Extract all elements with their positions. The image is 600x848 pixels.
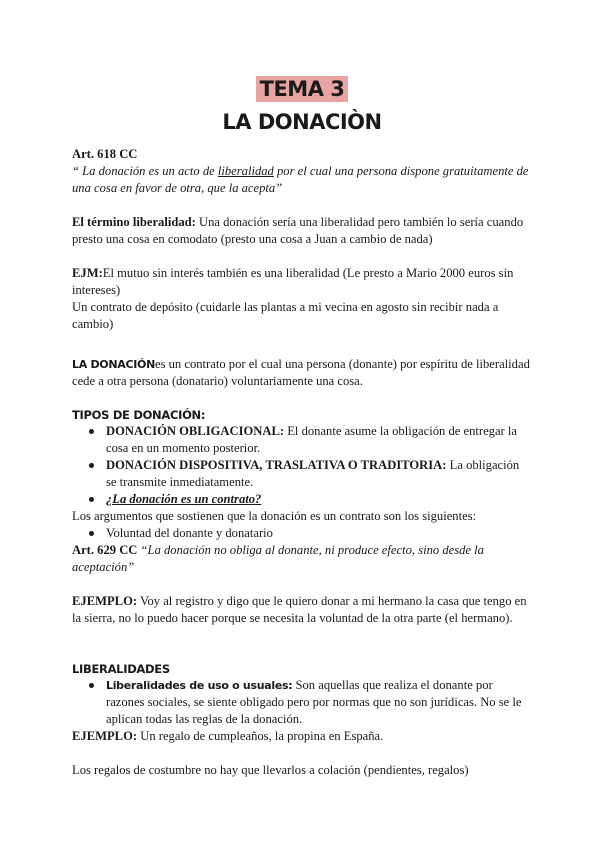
donacion-label: LA DONACIÓN [72,358,155,371]
art618-quote-term: liberalidad [217,164,274,178]
art618-quote-end: por el cual una persona dispone gratuitamente de una cosa en favor de otra, que la acepta” [72,164,529,195]
liberalidad-text: Son aquellas que realiza el donante por razones sociales, se siente obligado pero por normas que no son jurídicas. No se le aplican todas las reglas de la donación. [106,678,522,726]
ejm-paragraph [72,265,532,299]
argumentos-list [72,525,532,542]
art629-quote: “La donación no obliga al donante, ni produce efecto, sino desde la aceptación” [72,543,484,574]
tipo-label: DONACIÓN OBLIGACIONAL: [106,424,285,438]
tipos-question: ¿La donación es un contrato? [106,492,262,506]
tipos-heading: TIPOS DE DONACIÓN: [72,408,206,422]
art618-ref: Art. 618 CC [72,147,138,161]
document-page [72,0,532,779]
ejm-label: EJM: [72,266,103,280]
list-item [106,423,532,457]
tipo-text: El donante asume la obligación de entregar la cosa en un momento posterior. [106,424,517,455]
art629-paragraph [72,542,532,576]
subtitle: LA DONACIÒN [222,110,382,134]
termino-label: El término liberalidad: [72,215,196,229]
liberalidades-heading: LIBERALIDADES [72,662,170,676]
title-block [72,76,532,136]
ejemplo2-text: Un regalo de cumpleaños, la propina en España. [137,729,384,743]
donacion-text: es un contrato por el cual una persona (donante) por espíritu de liberalidad cede a otra persona (donatario) voluntariamente una cosa. [72,357,530,388]
tipos-list [72,423,532,508]
ejm-line2: Un contrato de depósito (cuidarle las plantas a mi vecina en agosto sin recibir nada a cambio) [72,300,499,331]
tipo-text: La obligación se transmite inmediatamente. [106,458,520,489]
liberalidad-label: Liberalidades de uso o usuales: [106,679,293,692]
ejemplo2-label: EJEMPLO: [72,729,138,743]
ejemplo2-paragraph [72,728,532,745]
termino-text: Una donación sería una liberalidad pero también lo sería cuando presto una cosa en comodato (presto una cosa a Juan a cambio de nada) [72,215,524,246]
donacion-definition [72,356,532,390]
liberalidades-list [72,677,532,728]
list-item [106,677,532,728]
tema-title: TEMA 3 [256,76,349,102]
ejm-text: El mutuo sin interés también es una liberalidad (Le presto a Mario 2000 euros sin intereses) [72,266,514,297]
argumentos-intro: Los argumentos que sostienen que la donación es un contrato son los siguientes: [72,509,477,523]
ejemplo1-text: Voy al registro y digo que le quiero donar a mi hermano la casa que tengo en la sierra, no lo puedo hacer porque se necesita la voluntad de la otra parte (el hermano). [72,594,527,625]
art629-ref: Art. 629 CC [72,543,138,557]
ejemplo1-label: EJEMPLO: [72,594,138,608]
list-item [106,491,532,508]
ejemplo1-paragraph [72,593,532,627]
art618-quote [72,163,532,197]
regalos-paragraph: Los regalos de costumbre no hay que llevarlos a colación (pendientes, regalos) [72,763,469,777]
tipo-label: DONACIÓN DISPOSITIVA, TRASLATIVA O TRADITORIA: [106,458,447,472]
list-item: Voluntad del donante y donatario [106,525,532,542]
list-item [106,457,532,491]
termino-paragraph [72,214,532,248]
art618-quote-start: “ La donación es un acto de [72,164,218,178]
